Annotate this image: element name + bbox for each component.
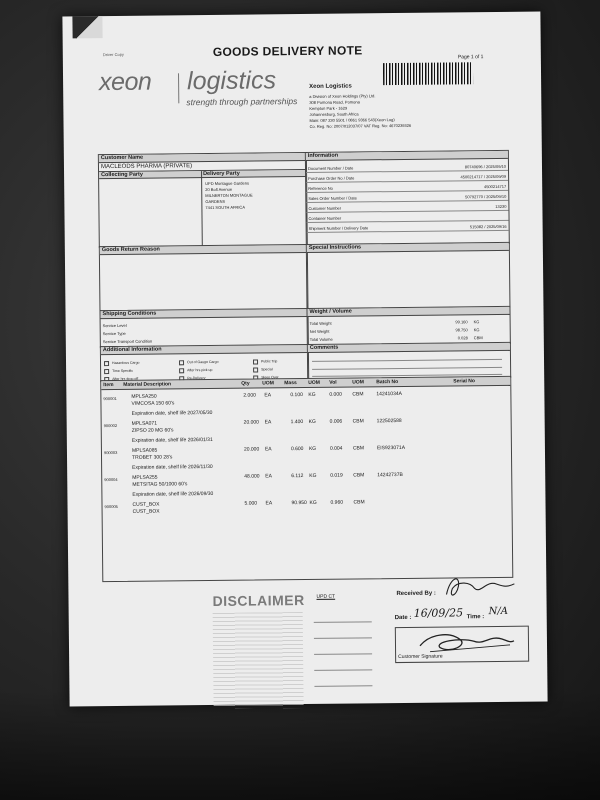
customer-signature-label: Customer Signature: [398, 653, 443, 661]
checkbox[interactable]: [179, 368, 184, 373]
special-instructions-box: [306, 242, 511, 310]
barcode: [383, 62, 473, 85]
information-box: [305, 150, 510, 246]
weight-values: 99.160 98.750 0.028: [455, 319, 468, 341]
shipping-header: Shipping Conditions: [100, 309, 307, 319]
company-name: Xeon Logistics: [309, 83, 352, 90]
weight-labels: Total Weight Net Weight Total Volume: [309, 320, 333, 342]
folded-corner: [72, 16, 102, 38]
time-value: N/A: [488, 605, 509, 618]
table-row: 900005 CUST_BOX CUST_BOX 5.000 EA 90.950 KG 0.960 CBM: [104, 499, 365, 515]
logo-tagline: strength through partnerships: [186, 96, 298, 108]
page-number: Page 1 of 1: [457, 54, 484, 61]
upd-ct-label: UPD CT: [316, 593, 336, 600]
special-instructions-header: Special Instructions: [307, 243, 509, 253]
received-by-signature: [440, 572, 520, 603]
received-by-label: Received By :: [396, 590, 436, 598]
logo-logistics: logistics: [186, 66, 277, 96]
additional-checkbox-col-3: Public Trip Special Sleep Over: [253, 357, 279, 381]
logo-divider: [178, 73, 179, 103]
driver-copy-label: Driver Copy: [102, 51, 124, 58]
additional-checkbox-col-1: Hazardous Cargo Time Specific After hrs drop off: [104, 359, 140, 383]
comments-box: [307, 342, 511, 380]
shipping-rows: Service Level Service Type Service Transport Condition: [102, 322, 153, 345]
items-table: [100, 376, 513, 582]
table-row: 900003 MPLSA085 TROBET 300 28's 20.000 EA 0.600 KG 0.004 CBM EIS923071A Expiration date, shelf life 2026/11/30: [103, 444, 406, 471]
table-row: 900004 MPLSA255 METSITAG 50/1000 60's 48.000 EA 6.112 KG 0.019 CBM 14242737B Expiration date, shelf life 2026/09/30: [104, 471, 403, 498]
date-label: Date :: [394, 614, 412, 622]
customer-box: [98, 152, 308, 248]
document-title: GOODS DELIVERY NOTE: [212, 43, 363, 59]
time-label: Time :: [466, 614, 485, 621]
goods-return-header: Goods Return Reason: [100, 245, 307, 255]
table-row: 900001 MPLSA250 VIMCOSA 150 60's 2.000 EA 0.100 KG 0.000 CBM 14241034A Expiration date, shelf life 2027/05/30: [103, 390, 402, 417]
items-header-row: Item Material Description Qty UOM Mass UOM Vol UOM Batch No Serial No: [101, 377, 510, 390]
disclaimer-title: DISCLAIMER: [212, 592, 305, 609]
delivery-note-sheet: [62, 12, 547, 707]
customer-signature-box: [395, 626, 529, 663]
checkbox[interactable]: [179, 360, 184, 365]
additional-checkbox-col-2: Out of Gauge Cargo After hrs pick up Re-Delivery: [179, 358, 219, 382]
checkbox[interactable]: [253, 359, 258, 364]
additional-info-header: Additional Information: [101, 345, 308, 355]
information-header: Information: [306, 151, 508, 161]
checkbox[interactable]: [104, 361, 109, 366]
weight-units: KG KG CBM: [473, 319, 483, 341]
upd-fields: [314, 611, 374, 612]
checkbox[interactable]: [253, 367, 258, 372]
delivery-address: UPD Montague Gardens 20 Bolt Avenue MILNERTON MONTAGUE GARDENS 7441 SOUTH AFRICA: [205, 180, 253, 211]
party-header: Collecting Party Delivery Party: [99, 170, 306, 179]
company-address: a Division of Xeon Holdings (Pty) Ltd. 308 Pomona Road, Pomona Kempton Park - 1629 Johannesburg, South Africa Main: 087 230 5501 / 0861 9366 543(Xeon Log) Co. Reg. No: 2007/012037/07 VAT Reg. No: 4670239326: [309, 93, 412, 129]
comments-header: Comments: [308, 343, 510, 353]
customer-header: Customer Name: [99, 153, 306, 163]
date-value: 16/09/25: [413, 606, 464, 620]
logo-xeon: xeon: [98, 67, 152, 97]
goods-return-box: [99, 244, 309, 312]
weight-box: [306, 306, 510, 346]
info-labels: Document Number / Date Purchase Order No / Date Reference No Sales Order Number / Date Customer Number Container Number Shipment Number / Delivery Date: [307, 165, 369, 231]
checkbox[interactable]: [104, 369, 109, 374]
customer-name: MACLEODS PHARMA (PRIVATE): [100, 163, 193, 171]
info-values: 80740696 / 2025/09/10 4500214717 / 2025/09/09 4500214717 50792770 / 2025/09/10 13230 515082 / 2025/09/16: [460, 163, 507, 230]
weight-header: Weight / Volume: [307, 307, 509, 317]
additional-info-box: [100, 344, 309, 382]
disclaimer-fine-print: [213, 612, 304, 709]
shipping-box: [99, 308, 308, 348]
table-row: 900002 MPLSA071 ZIPSO 20 MG 60's 20.000 EA 1.400 KG 0.006 CBM 122502588 Expiration date, shelf life 2026/01/31: [103, 417, 402, 444]
